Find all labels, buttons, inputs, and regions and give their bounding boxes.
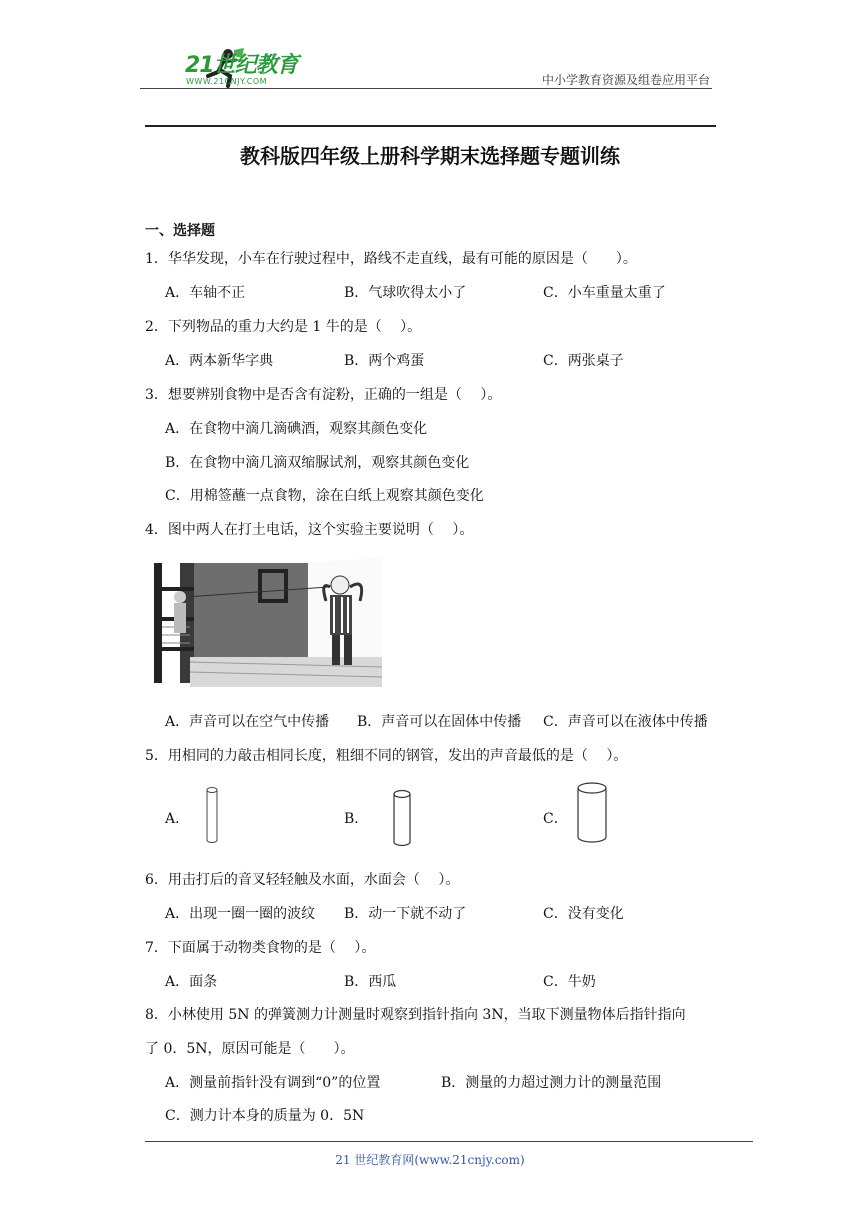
- q8-option-c[interactable]: C．测力计本身的质量为 0．5N: [165, 1108, 365, 1124]
- page-title: 教科版四年级上册科学期末选择题专题训练: [240, 144, 620, 168]
- question-8-line-2: 了 0．5N，原因可能是（ ）。: [145, 1041, 355, 1057]
- q8-option-b[interactable]: B．测量的力超过测力计的测量范围: [441, 1075, 662, 1091]
- thin-pipe-icon: [205, 786, 219, 844]
- logo-url: WWW.21CNJY.COM: [186, 77, 268, 86]
- thick-pipe-icon: [576, 782, 608, 844]
- footer-text: 21 世纪教育网(www.21cnjy.com): [335, 1153, 525, 1167]
- footer-divider: [145, 1141, 753, 1142]
- q6-option-c[interactable]: C．没有变化: [543, 906, 624, 922]
- question-5: 5．用相同的力敲击相同长度，粗细不同的钢管，发出的声音最低的是（ ）。: [145, 748, 628, 764]
- q4-option-a[interactable]: A．声音可以在空气中传播: [165, 714, 330, 730]
- q7-option-b[interactable]: B．西瓜: [344, 974, 397, 990]
- question-8-line-1: 8．小林使用 5N 的弹簧测力计测量时观察到指针指向 3N，当取下测量物体后指针指向: [145, 1007, 686, 1023]
- question-1: 1．华华发现，小车在行驶过程中，路线不走直线，最有可能的原因是（ ）。: [145, 251, 637, 267]
- question-7: 7．下面属于动物类食物的是（ ）。: [145, 940, 376, 956]
- section-heading: 一、选择题: [145, 223, 215, 239]
- q5-option-a[interactable]: A．: [165, 811, 190, 827]
- q5-option-c[interactable]: C．: [543, 811, 568, 827]
- q3-option-c[interactable]: C．用棉签蘸一点食物，涂在白纸上观察其颜色变化: [165, 488, 484, 504]
- header-divider: [140, 88, 712, 89]
- medium-pipe-icon: [392, 789, 412, 847]
- q6-option-a[interactable]: A．出现一圈一圈的波纹: [165, 906, 316, 922]
- q1-option-b[interactable]: B．气球吹得太小了: [344, 285, 467, 301]
- q4-option-c[interactable]: C．声音可以在液体中传播: [543, 714, 708, 730]
- q6-option-b[interactable]: B．动一下就不动了: [344, 906, 467, 922]
- q2-option-a[interactable]: A．两本新华字典: [165, 353, 274, 369]
- question-6: 6．用击打后的音叉轻轻触及水面，水面会（ ）。: [145, 872, 460, 888]
- q7-option-a[interactable]: A．面条: [165, 974, 218, 990]
- q4-option-b[interactable]: B．声音可以在固体中传播: [357, 714, 522, 730]
- question-2: 2．下列物品的重力大约是 1 牛的是（ ）。: [145, 319, 422, 335]
- tin-can-telephone-illustration: [150, 557, 382, 687]
- logo-text: 21世纪教育: [185, 53, 298, 78]
- q1-option-c[interactable]: C．小车重量太重了: [543, 285, 666, 301]
- question-4: 4．图中两人在打土电话，这个实验主要说明（ ）。: [145, 522, 474, 538]
- q5-option-b[interactable]: B．: [344, 811, 369, 827]
- title-divider: [145, 125, 716, 127]
- q2-option-c[interactable]: C．两张桌子: [543, 353, 624, 369]
- q8-option-a[interactable]: A．测量前指针没有调到“0”的位置: [165, 1075, 381, 1091]
- q3-option-b[interactable]: B．在食物中滴几滴双缩脲试剂，观察其颜色变化: [165, 455, 470, 471]
- q1-option-a[interactable]: A．车轴不正: [165, 285, 246, 301]
- question-3: 3．想要辨别食物中是否含有淀粉，正确的一组是（ ）。: [145, 387, 502, 403]
- q3-option-a[interactable]: A．在食物中滴几滴碘酒，观察其颜色变化: [165, 421, 428, 437]
- q2-option-b[interactable]: B．两个鸡蛋: [344, 353, 425, 369]
- header-platform-text: 中小学教育资源及组卷应用平台: [541, 73, 710, 87]
- q7-option-c[interactable]: C．牛奶: [543, 974, 596, 990]
